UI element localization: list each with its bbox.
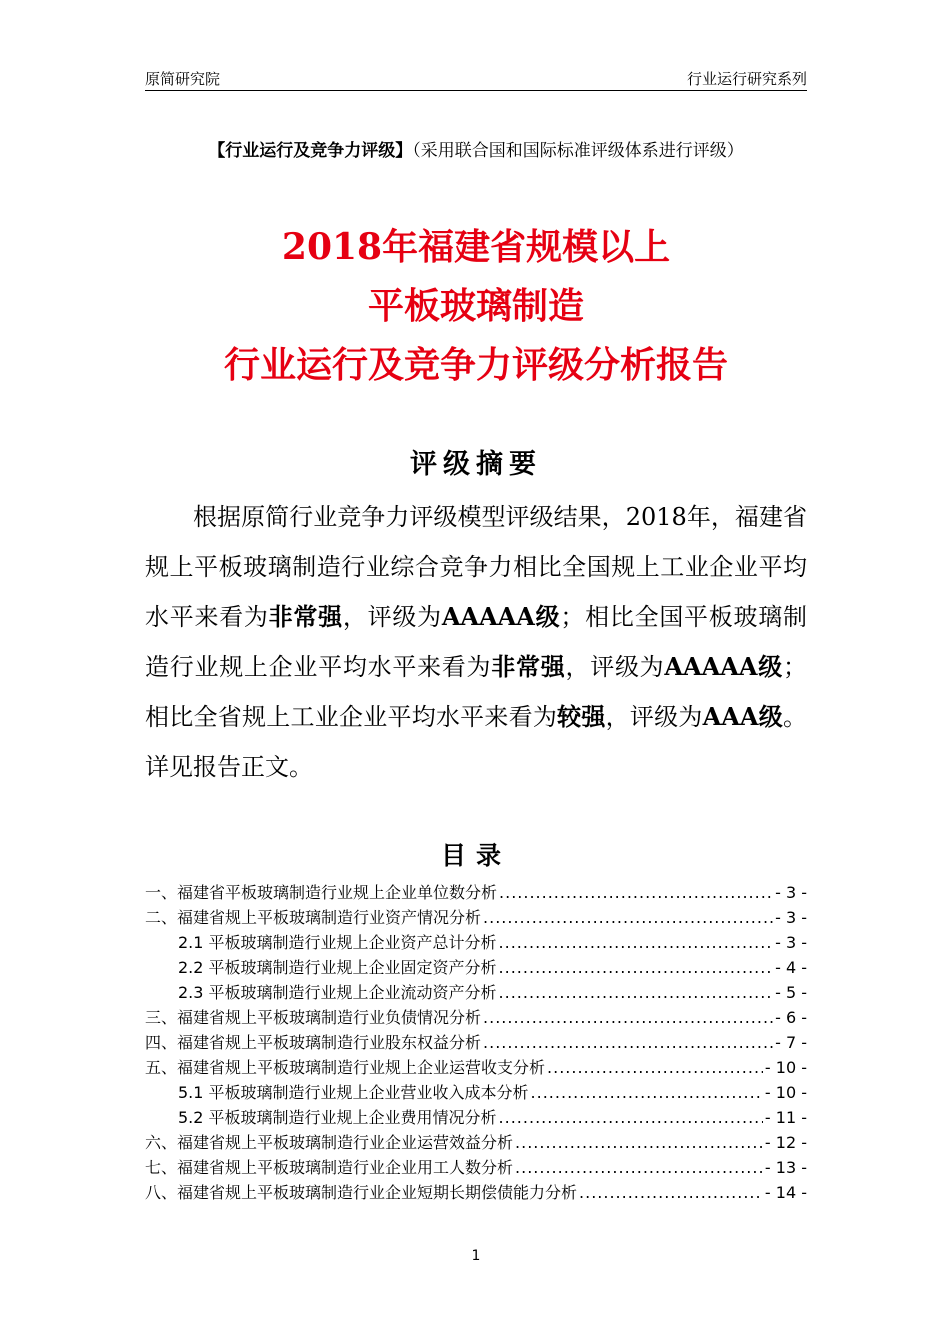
table-of-contents — [145, 880, 807, 1205]
toc-entry[interactable] — [145, 1080, 807, 1105]
summary-grade-2: AAAAA级 — [664, 652, 783, 681]
title-line-1: 2018年福建省规模以上 — [281, 226, 671, 268]
toc-dot-leader — [499, 958, 774, 977]
summary-text-2: ，评级为 — [342, 603, 442, 631]
toc-entry-page: - 12 - — [764, 1133, 807, 1152]
toc-entry-label: 2.2 平板玻璃制造行业规上企业固定资产分析 — [178, 958, 497, 977]
toc-entry[interactable] — [145, 1155, 807, 1180]
toc-entry[interactable] — [145, 980, 807, 1005]
toc-entry[interactable] — [145, 1005, 807, 1030]
toc-entry-label: 七、福建省规上平板玻璃制造行业企业用工人数分析 — [145, 1158, 514, 1177]
toc-entry-page: - 3 - — [775, 883, 807, 902]
toc-dot-leader — [483, 1008, 773, 1027]
toc-entry[interactable] — [145, 905, 807, 930]
toc-dot-leader — [499, 933, 774, 952]
summary-text-3: ；相比全国平板玻璃制造行业规上企业平均水平来看为 — [145, 603, 807, 681]
toc-entry-label: 三、福建省规上平板玻璃制造行业负债情况分析 — [145, 1008, 482, 1027]
toc-entry-page: - 5 - — [775, 983, 807, 1002]
toc-entry[interactable] — [145, 1180, 807, 1205]
summary-rating-1: 非常强 — [268, 602, 343, 631]
toc-entry[interactable] — [145, 955, 807, 980]
toc-entry-page: - 10 - — [764, 1058, 807, 1077]
summary-grade-1: AAAAA级 — [441, 602, 561, 631]
header-series: 行业运行研究系列 — [686, 70, 807, 88]
toc-dot-leader — [531, 1083, 763, 1102]
toc-entry-label: 2.3 平板玻璃制造行业规上企业流动资产分析 — [178, 983, 497, 1002]
toc-entry-page: - 10 - — [764, 1083, 807, 1102]
toc-heading: 目录 — [440, 841, 511, 870]
toc-entry-page: - 4 - — [775, 958, 807, 977]
summary-rating-3: 较强 — [557, 702, 606, 731]
toc-entry-label: 二、福建省规上平板玻璃制造行业资产情况分析 — [145, 908, 482, 927]
toc-dot-leader — [547, 1058, 763, 1077]
toc-entry-page: - 3 - — [775, 933, 807, 952]
toc-entry[interactable] — [145, 880, 807, 905]
toc-dot-leader — [579, 1183, 763, 1202]
toc-entry[interactable] — [145, 1105, 807, 1130]
toc-entry-label: 2.1 平板玻璃制造行业规上企业资产总计分析 — [178, 933, 497, 952]
toc-dot-leader — [499, 883, 773, 902]
toc-dot-leader — [483, 1033, 773, 1052]
summary-grade-3: AAA级 — [702, 702, 784, 731]
header-publisher: 原简研究院 — [145, 70, 221, 88]
page-number: 1 — [471, 1248, 481, 1264]
toc-entry[interactable] — [145, 1130, 807, 1155]
toc-entry-page: - 7 - — [775, 1033, 807, 1052]
summary-heading: 评级摘要 — [410, 449, 542, 480]
toc-dot-leader — [515, 1158, 763, 1177]
toc-dot-leader — [499, 983, 774, 1002]
toc-entry-label: 四、福建省规上平板玻璃制造行业股东权益分析 — [145, 1033, 482, 1052]
toc-entry-label: 六、福建省规上平板玻璃制造行业企业运营效益分析 — [145, 1133, 514, 1152]
title-line-2: 平板玻璃制造 — [367, 285, 584, 327]
rating-tag-bold: 【行业运行及竞争力评级】 — [208, 141, 413, 161]
summary-rating-2: 非常强 — [491, 652, 566, 681]
toc-dot-leader — [499, 1108, 763, 1127]
summary-text-1: 根据原简行业竞争力评级模型评级结果，2018年，福建省规上平板玻璃制造行业综合竞争力相比全国规上工业企业平均水平来看为 — [145, 503, 807, 631]
toc-entry-label: 五、福建省规上平板玻璃制造行业规上企业运营收支分析 — [145, 1058, 546, 1077]
report-title — [145, 218, 807, 395]
summary-paragraph — [145, 492, 807, 792]
rating-tag-note: （采用联合国和国际标准评级体系进行评级） — [412, 141, 744, 161]
rating-tag — [145, 136, 807, 161]
page-header — [145, 64, 807, 91]
toc-entry[interactable] — [145, 930, 807, 955]
summary-text-6: ，评级为 — [605, 703, 703, 731]
summary-text-7: 。详见报告正文。 — [145, 703, 808, 781]
toc-entry-page: - 11 - — [764, 1108, 807, 1127]
toc-entry-page: - 14 - — [764, 1183, 807, 1202]
toc-dot-leader — [515, 1133, 763, 1152]
toc-entry-label: 一、福建省平板玻璃制造行业规上企业单位数分析 — [145, 883, 498, 902]
summary-text-4: ，评级为 — [565, 653, 665, 681]
toc-entry-label: 八、福建省规上平板玻璃制造行业企业短期长期偿债能力分析 — [145, 1183, 578, 1202]
toc-entry[interactable] — [145, 1055, 807, 1080]
toc-entry[interactable] — [145, 1030, 807, 1055]
toc-entry-label: 5.1 平板玻璃制造行业规上企业营业收入成本分析 — [178, 1083, 529, 1102]
toc-entry-label: 5.2 平板玻璃制造行业规上企业费用情况分析 — [178, 1108, 497, 1127]
summary-text-5: ；相比全省规上工业企业平均水平来看为 — [145, 653, 807, 731]
toc-entry-page: - 6 - — [775, 1008, 807, 1027]
title-line-3: 行业运行及竞争力评级分析报告 — [223, 344, 728, 386]
toc-entry-page: - 3 - — [775, 908, 807, 927]
toc-entry-page: - 13 - — [764, 1158, 807, 1177]
toc-dot-leader — [483, 908, 773, 927]
